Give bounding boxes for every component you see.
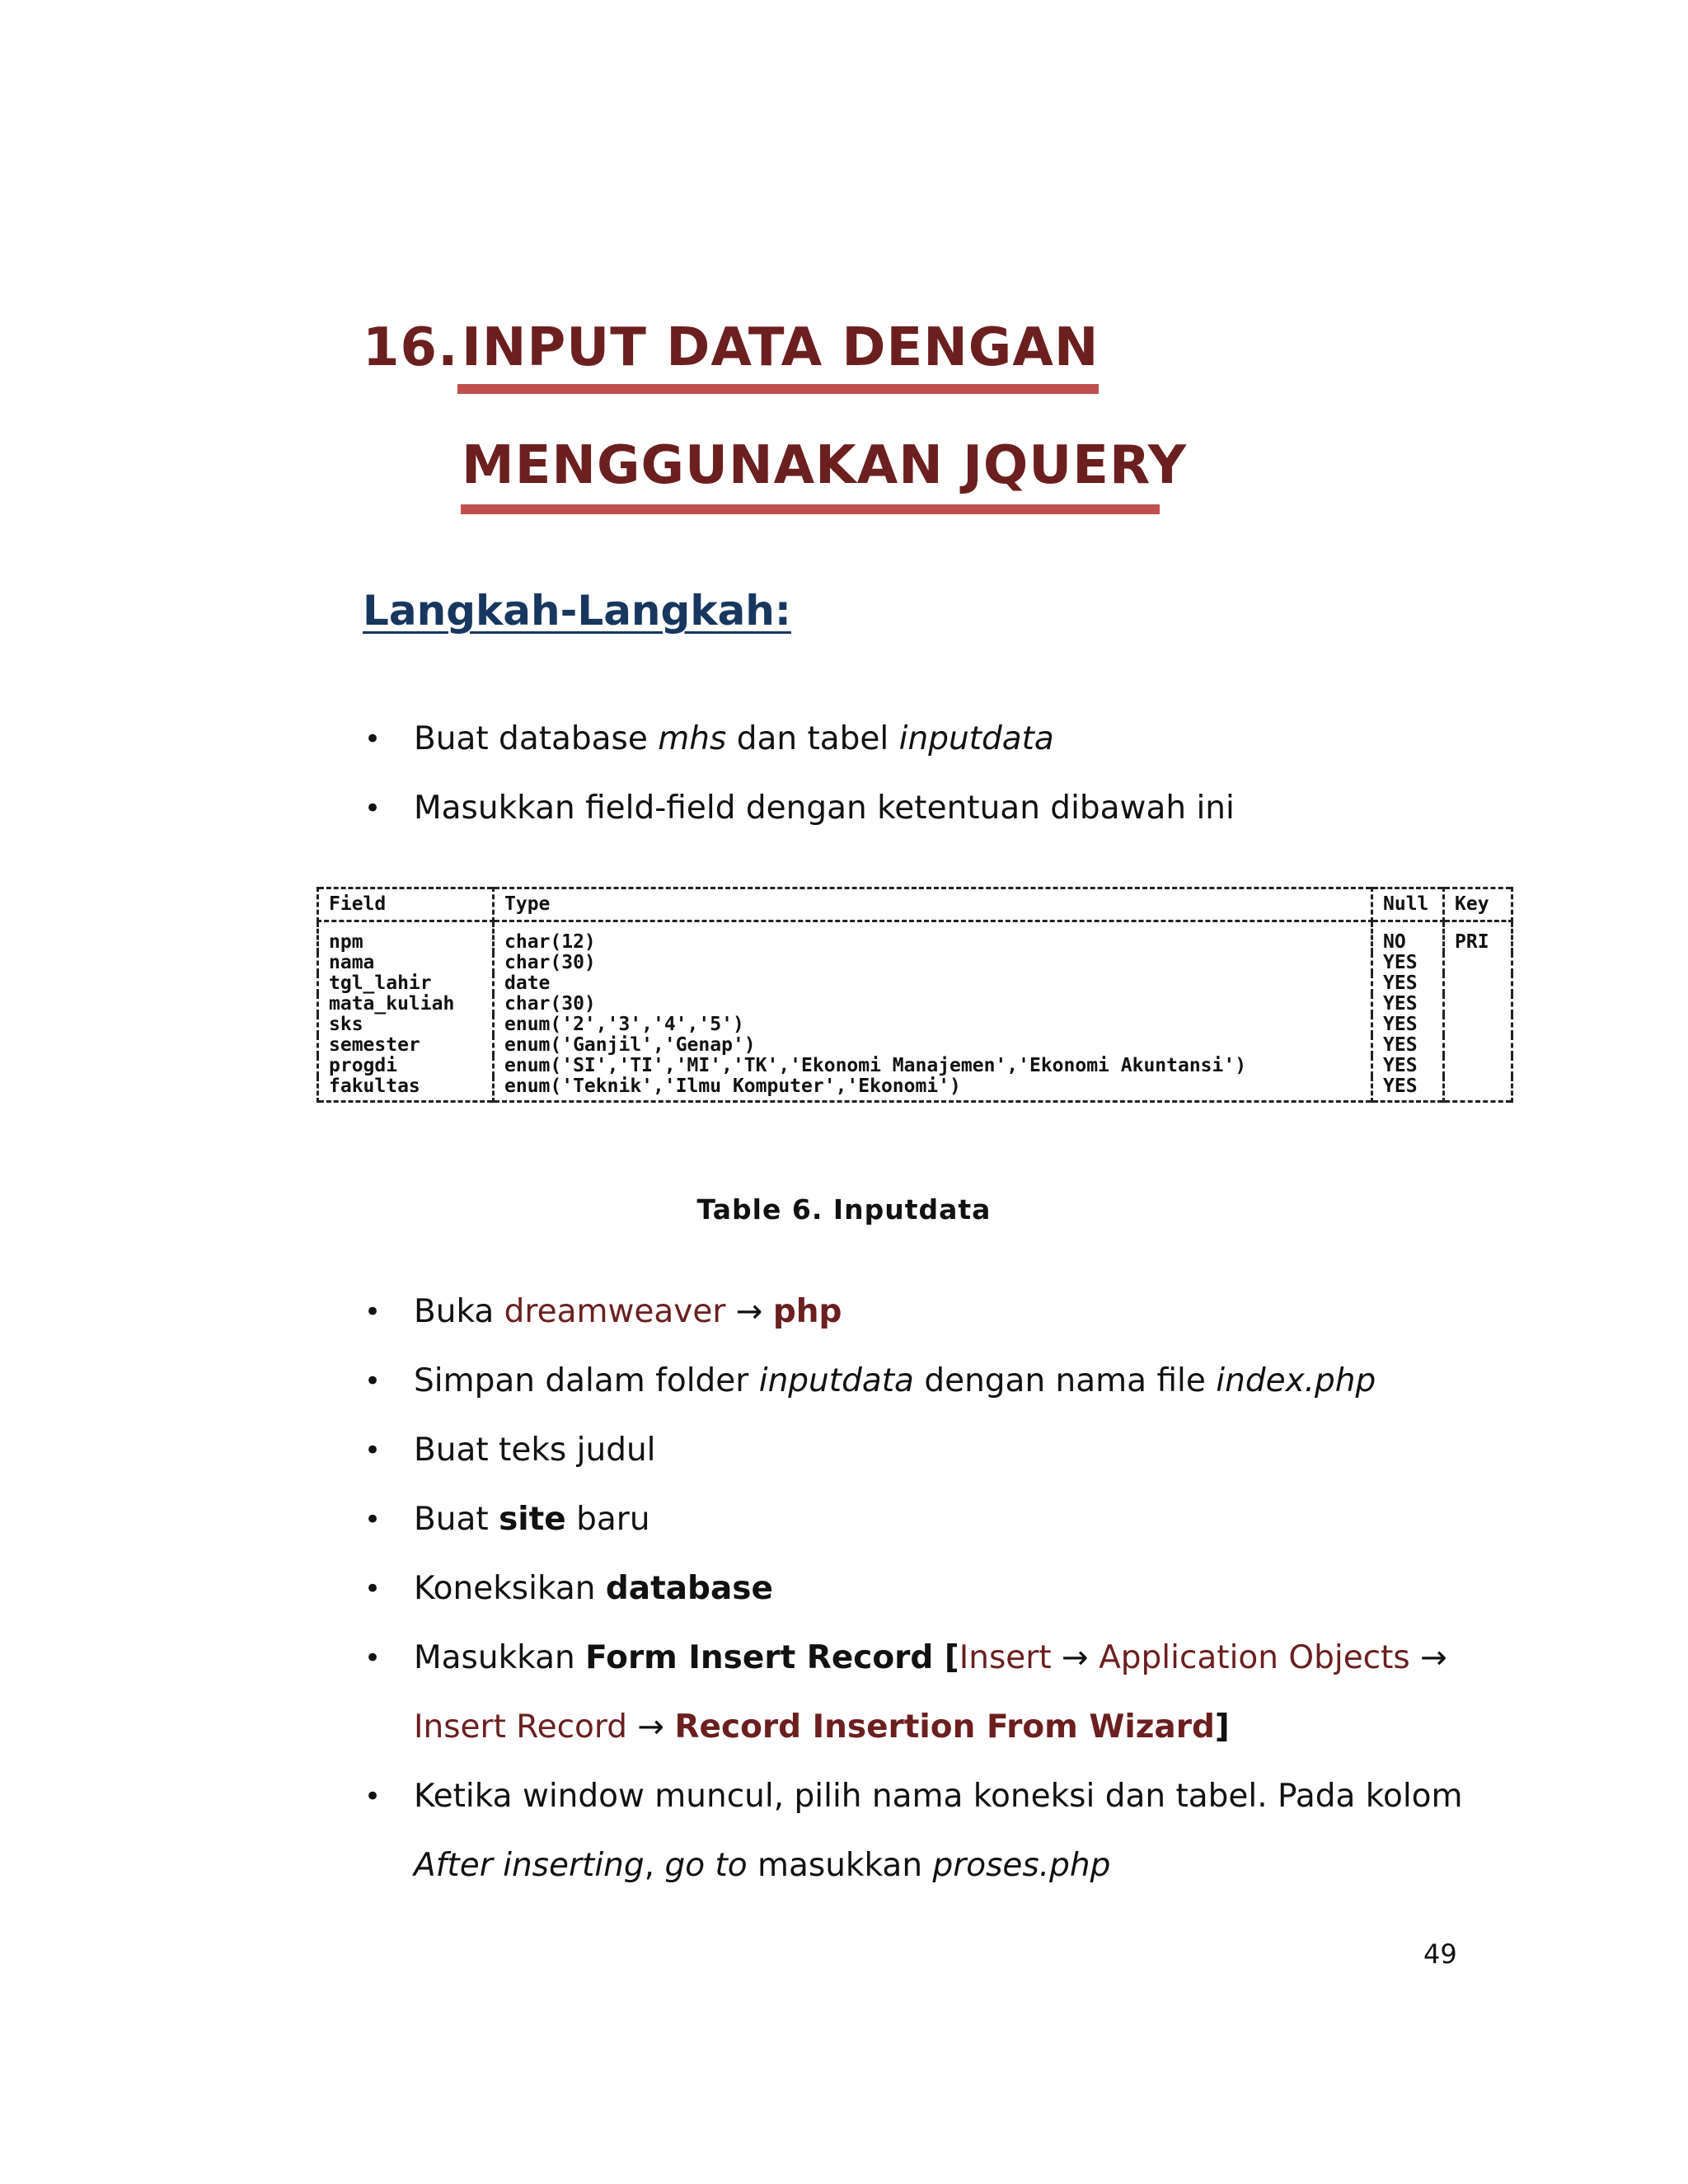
cell-key: [1444, 953, 1512, 973]
bullet-icon: •: [364, 1296, 382, 1329]
chapter-number: 16.: [363, 317, 459, 378]
list-item-text: Buat: [414, 1501, 499, 1538]
list-item-text: index.php: [1216, 1362, 1376, 1399]
title-underline-bar: [457, 384, 1099, 394]
table-header-row: [318, 888, 1512, 921]
table-row: [318, 1015, 1512, 1035]
list-item-text: dan tabel: [726, 720, 899, 757]
list-item-text: masukkan: [747, 1847, 933, 1884]
list-item: [363, 1277, 1484, 1347]
cell-field: progdi: [318, 1056, 494, 1076]
list-item-text: go to: [664, 1847, 748, 1884]
cell-null: NO: [1372, 921, 1444, 954]
table-row: [318, 953, 1512, 973]
list-item-text: Buka: [414, 1293, 504, 1330]
list-item-text: Buat teks judul: [414, 1432, 656, 1469]
list-item-text: dengan nama file: [913, 1362, 1217, 1399]
chapter-title-line1: INPUT DATA DENGAN: [462, 317, 1100, 378]
list-item: [363, 1485, 1484, 1554]
list-item-text: Masukkan field-field dengan ketentuan dibawah ini: [414, 790, 1235, 827]
chapter-title-line2: MENGGUNAKAN JQUERY: [462, 435, 1188, 496]
cell-key: [1444, 1056, 1512, 1076]
list-item: [363, 705, 1484, 774]
header-key: Key: [1444, 888, 1512, 921]
cell-key: [1444, 1076, 1512, 1102]
steps-heading: Langkah-Langkah:: [363, 587, 791, 635]
cell-field: npm: [318, 921, 494, 954]
title-underline-bar: [461, 504, 1160, 514]
list-item-text: Insert Record: [414, 1708, 628, 1746]
list-item-text: Ketika window muncul, pilih nama koneksi dan tabel. Pada kolom: [414, 1778, 1463, 1815]
cell-null: YES: [1372, 953, 1444, 973]
table-row: [318, 973, 1512, 994]
table-row: [318, 1056, 1512, 1076]
cell-type: char(12): [494, 921, 1372, 954]
cell-field: semester: [318, 1035, 494, 1056]
list-item-text: Masukkan: [414, 1639, 586, 1676]
list-item-text: Insert: [959, 1639, 1052, 1676]
cell-type: enum('Ganjil','Genap'): [494, 1035, 1372, 1056]
steps-list-intro: [363, 705, 1484, 843]
list-item: [363, 1624, 1484, 1693]
bullet-icon: •: [364, 1503, 382, 1536]
header-field: Field: [318, 888, 494, 921]
list-item-text: →: [725, 1293, 773, 1330]
cell-key: [1444, 1035, 1512, 1056]
bullet-icon: •: [364, 1780, 382, 1813]
list-item: [363, 1693, 1484, 1762]
list-item-text: Form Insert Record: [585, 1639, 934, 1676]
list-item-text: Buat database: [414, 720, 659, 757]
list-item: [363, 774, 1484, 843]
list-item: [363, 1762, 1484, 1831]
list-item: [363, 1831, 1484, 1900]
cell-field: fakultas: [318, 1076, 494, 1102]
bullet-icon: •: [364, 723, 382, 756]
table-row: [318, 1076, 1512, 1102]
list-item: [363, 1416, 1484, 1485]
field-definition-table: [316, 887, 1513, 1103]
list-item-text: [: [933, 1639, 959, 1676]
table-caption: Table 6. Inputdata: [696, 1193, 992, 1226]
cell-null: YES: [1372, 1076, 1444, 1102]
cell-key: [1444, 973, 1512, 994]
list-item-text: inputdata: [898, 720, 1054, 757]
list-item-text: baru: [565, 1501, 650, 1538]
list-item: [363, 1554, 1484, 1624]
list-item-text: →: [1409, 1639, 1447, 1676]
cell-type: date: [494, 973, 1372, 994]
bullet-icon: •: [364, 792, 382, 825]
list-item-text: ,: [644, 1847, 665, 1884]
cell-type: char(30): [494, 994, 1372, 1015]
list-item-text: Simpan dalam folder: [414, 1362, 759, 1399]
bullet-icon: •: [364, 1434, 382, 1467]
steps-list: [363, 1277, 1484, 1900]
list-item-text: database: [605, 1570, 773, 1607]
cell-null: YES: [1372, 973, 1444, 994]
cell-type: enum('SI','TI','MI','TK','Ekonomi Manajemen','Ekonomi Akuntansi'): [494, 1056, 1372, 1076]
list-item-text: Application Objects: [1099, 1639, 1410, 1676]
list-item-text: inputdata: [758, 1362, 914, 1399]
bullet-icon: •: [364, 1572, 382, 1605]
cell-null: YES: [1372, 1056, 1444, 1076]
cell-field: sks: [318, 1015, 494, 1035]
list-item-text: dreamweaver: [504, 1293, 726, 1330]
list-item-text: →: [627, 1708, 675, 1746]
table-row: [318, 1035, 1512, 1056]
list-item-text: site: [499, 1501, 566, 1538]
cell-field: mata_kuliah: [318, 994, 494, 1015]
page-number: 49: [1423, 1938, 1457, 1970]
cell-null: YES: [1372, 994, 1444, 1015]
list-item: [363, 1347, 1484, 1416]
cell-key: [1444, 994, 1512, 1015]
table-row: [318, 921, 1512, 954]
cell-key: PRI: [1444, 921, 1512, 954]
list-item-text: Koneksikan: [414, 1570, 606, 1607]
list-item-text: mhs: [658, 720, 727, 757]
cell-null: YES: [1372, 1035, 1444, 1056]
header-type: Type: [494, 888, 1372, 921]
cell-key: [1444, 1015, 1512, 1035]
cell-type: char(30): [494, 953, 1372, 973]
list-item-text: Record Insertion From Wizard: [674, 1708, 1215, 1746]
list-item-text: php: [772, 1293, 842, 1330]
cell-type: enum('2','3','4','5'): [494, 1015, 1372, 1035]
cell-field: nama: [318, 953, 494, 973]
bullet-icon: •: [364, 1365, 382, 1398]
list-item-text: After inserting: [414, 1847, 645, 1884]
cell-null: YES: [1372, 1015, 1444, 1035]
table-body: [318, 921, 1512, 1102]
table-row: [318, 994, 1512, 1015]
list-item-text: →: [1051, 1639, 1100, 1676]
list-item-text: proses.php: [932, 1847, 1111, 1884]
list-item-text: ]: [1214, 1708, 1230, 1746]
cell-type: enum('Teknik','Ilmu Komputer','Ekonomi'): [494, 1076, 1372, 1102]
header-null: Null: [1372, 888, 1444, 921]
cell-field: tgl_lahir: [318, 973, 494, 994]
bullet-icon: •: [364, 1642, 382, 1675]
